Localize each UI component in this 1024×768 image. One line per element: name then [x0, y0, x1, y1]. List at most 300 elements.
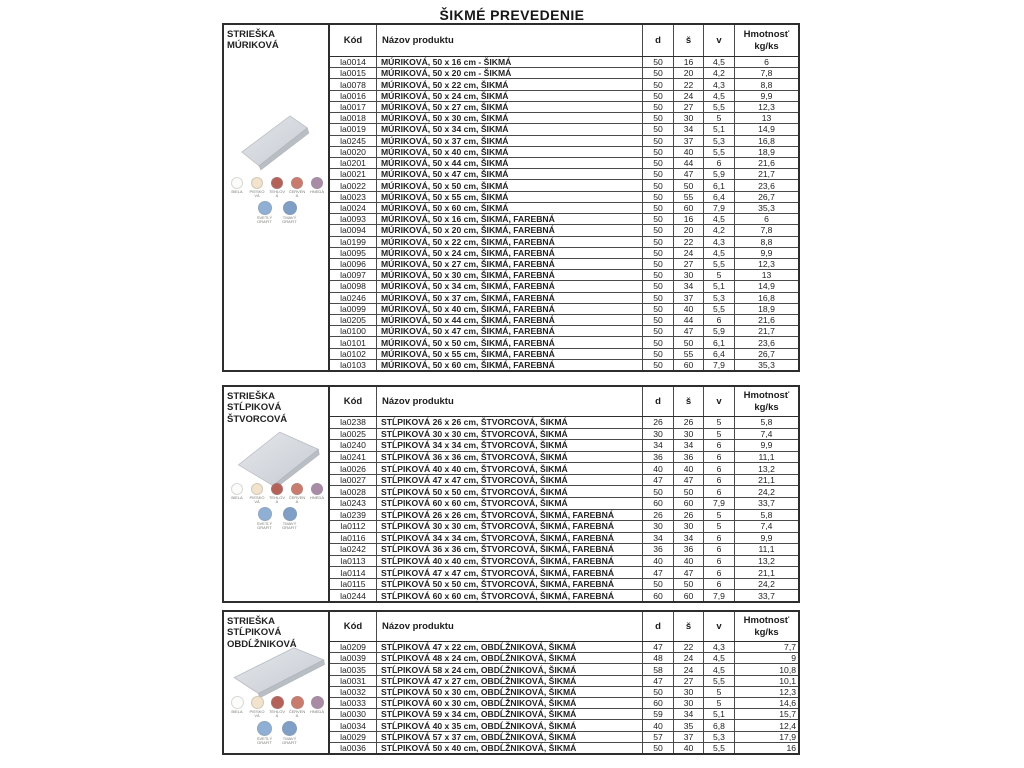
cell-s: 35: [674, 720, 704, 730]
cell-hmotnost: 13: [761, 270, 772, 281]
cell-hmotnost: 9: [791, 653, 796, 664]
cell-s: 40: [674, 147, 704, 157]
table-row: [330, 158, 798, 169]
table-row: [330, 237, 798, 248]
table-header: [330, 612, 798, 642]
table-row: [330, 270, 798, 281]
table-row: [330, 259, 798, 270]
cell-kod: la0240: [330, 440, 377, 451]
table-row: [330, 642, 798, 653]
cell-nazov: MÚRIKOVÁ, 50 x 60 cm, ŠIKMÁ: [377, 203, 643, 213]
category-title: STRIEŠKA STĹPIKOVÁ ŠTVORCOVÁ: [227, 391, 288, 425]
cell-hmotnost: 10,1: [779, 675, 796, 686]
cell-hmotnost: 12,3: [758, 259, 775, 270]
cell-kod: la0103: [330, 360, 377, 370]
color-swatch-biela: [229, 483, 246, 505]
category-cell: [224, 612, 330, 753]
cell-d: 50: [643, 180, 674, 190]
swatch-row-standard: [224, 483, 330, 505]
cell-v: 4,3: [704, 79, 735, 89]
cell-kod: la0020: [330, 147, 377, 157]
cell-hmotnost: 12,3: [779, 686, 796, 697]
table-strieska-stlpikova-obdlznikova: [222, 610, 800, 755]
cell-d: 58: [643, 664, 674, 674]
swatch-label: HNEDÁ: [309, 709, 324, 714]
cell-v: 4,5: [704, 653, 735, 663]
cell-s: 30: [674, 698, 704, 708]
cell-kod: la0246: [330, 293, 377, 303]
cell-v: 5: [704, 698, 735, 708]
swatch-dot: [283, 201, 297, 215]
product-tile-image: [229, 427, 327, 489]
table-row: [330, 91, 798, 102]
cell-nazov: STĹPIKOVÁ 30 x 30 cm, ŠTVORCOVÁ, ŠIKMÁ: [377, 429, 643, 440]
cell-s: 40: [674, 743, 704, 753]
cell-s: 34: [674, 440, 704, 451]
cell-hmotnost: 26,7: [758, 348, 775, 359]
cell-nazov: STĹPIKOVÁ 47 x 47 cm, ŠTVORCOVÁ, ŠIKMÁ: [377, 475, 643, 486]
cell-v: 5: [704, 270, 735, 280]
cell-s: 60: [674, 360, 704, 370]
cell-s: 37: [674, 293, 704, 303]
table-row: [330, 498, 798, 510]
cell-nazov: STĹPIKOVÁ 47 x 47 cm, ŠTVORCOVÁ, ŠIKMÁ, FAREBNÁ: [377, 567, 643, 578]
cell-nazov: MÚRIKOVÁ, 50 x 44 cm, ŠIKMÁ: [377, 158, 643, 168]
cell-v: 5,1: [704, 281, 735, 291]
cell-nazov: MÚRIKOVÁ, 50 x 27 cm, ŠIKMÁ: [377, 102, 643, 112]
cell-s: 34: [674, 281, 704, 291]
cell-d: 47: [643, 567, 674, 578]
cell-nazov: MÚRIKOVÁ, 50 x 60 cm, ŠIKMÁ, FAREBNÁ: [377, 360, 643, 370]
color-swatch-tmavy-grafit: [279, 507, 301, 531]
table-row: [330, 544, 798, 556]
cell-hmotnost: 33,7: [758, 498, 775, 509]
cell-hmotnost: 14,9: [758, 281, 775, 292]
cell-kod: la0098: [330, 281, 377, 291]
cell-nazov: STĹPIKOVÁ 58 x 24 cm, OBDĹŽNIKOVÁ, ŠIKMÁ: [377, 664, 643, 674]
swatch-label: BIELA: [231, 495, 243, 500]
cell-kod: la0209: [330, 642, 377, 652]
swatch-row-graphite: [224, 507, 330, 531]
cell-s: 22: [674, 237, 704, 247]
color-swatch-pieskova: [249, 483, 266, 505]
swatch-dot: [291, 483, 303, 495]
cell-nazov: MÚRIKOVÁ, 50 x 47 cm, ŠIKMÁ, FAREBNÁ: [377, 326, 643, 336]
cell-v: 5: [704, 510, 735, 521]
cell-d: 34: [643, 440, 674, 451]
cell-kod: la0027: [330, 475, 377, 486]
cell-nazov: STĹPIKOVÁ 59 x 34 cm, OBDĹŽNIKOVÁ, ŠIKMÁ: [377, 709, 643, 719]
cell-nazov: MÚRIKOVÁ, 50 x 24 cm, ŠIKMÁ, FAREBNÁ: [377, 248, 643, 258]
cell-v: 5,5: [704, 676, 735, 686]
color-swatch-tehlova: [269, 483, 286, 505]
cell-nazov: MÚRIKOVÁ, 50 x 34 cm, ŠIKMÁ: [377, 124, 643, 134]
cell-nazov: MÚRIKOVÁ, 50 x 34 cm, ŠIKMÁ, FAREBNÁ: [377, 281, 643, 291]
table-strieska-stlpikova-stvorcova: [222, 385, 800, 603]
cell-v: 6: [704, 440, 735, 451]
cell-d: 50: [643, 315, 674, 325]
cell-s: 47: [674, 567, 704, 578]
cell-nazov: STĹPIKOVÁ 57 x 37 cm, OBDĹŽNIKOVÁ, ŠIKMÁ: [377, 732, 643, 742]
cell-v: 6,8: [704, 720, 735, 730]
cell-nazov: STĹPIKOVÁ 60 x 60 cm, ŠTVORCOVÁ, ŠIKMÁ, FAREBNÁ: [377, 590, 643, 601]
product-tile-image: [234, 109, 322, 171]
cell-d: 60: [643, 498, 674, 509]
cell-d: 50: [643, 579, 674, 590]
cell-hmotnost: 14,9: [758, 124, 775, 135]
cell-hmotnost: 5,8: [760, 509, 773, 520]
cell-hmotnost: 11,1: [758, 544, 775, 555]
cell-hmotnost: 33,7: [758, 590, 775, 601]
cell-hmotnost: 7,7: [784, 642, 796, 653]
swatch-dot: [311, 177, 323, 189]
cell-nazov: MÚRIKOVÁ, 50 x 47 cm, ŠIKMÁ: [377, 169, 643, 179]
cell-d: 36: [643, 452, 674, 463]
cell-s: 22: [674, 642, 704, 652]
cell-d: 36: [643, 544, 674, 555]
cell-s: 60: [674, 203, 704, 213]
table-row: [330, 709, 798, 720]
cell-hmotnost: 23,6: [758, 180, 775, 191]
cell-kod: la0201: [330, 158, 377, 168]
cell-nazov: STĹPIKOVÁ 40 x 40 cm, ŠTVORCOVÁ, ŠIKMÁ, FAREBNÁ: [377, 556, 643, 567]
cell-s: 24: [674, 91, 704, 101]
color-swatch-pieskova: [249, 177, 266, 199]
swatch-dot: [291, 696, 304, 709]
header-d: d: [643, 612, 674, 641]
cell-hmotnost: 24,2: [758, 486, 775, 497]
cell-v: 5,5: [704, 304, 735, 314]
cell-v: 5,5: [704, 102, 735, 112]
cell-hmotnost: 21,6: [758, 158, 775, 169]
cell-d: 50: [643, 79, 674, 89]
cell-nazov: STĹPIKOVÁ 36 x 36 cm, ŠTVORCOVÁ, ŠIKMÁ: [377, 452, 643, 463]
table-data: [330, 387, 798, 601]
cell-v: 5,9: [704, 169, 735, 179]
cell-kod: la0243: [330, 498, 377, 509]
cell-hmotnost: 17,9: [779, 731, 796, 742]
cell-hmotnost: 16,8: [758, 292, 775, 303]
table-row: [330, 203, 798, 214]
cell-v: 7,9: [704, 360, 735, 370]
cell-d: 50: [643, 91, 674, 101]
table-row: [330, 281, 798, 292]
cell-v: 5: [704, 521, 735, 532]
cell-d: 50: [643, 237, 674, 247]
cell-v: 5: [704, 417, 735, 428]
cell-kod: la0238: [330, 417, 377, 428]
cell-kod: la0031: [330, 676, 377, 686]
cell-v: 4,5: [704, 57, 735, 67]
cell-kod: la0078: [330, 79, 377, 89]
cell-s: 30: [674, 521, 704, 532]
table-row: [330, 214, 798, 225]
color-swatch-tmavy-grafit: [279, 201, 301, 225]
cell-v: 6: [704, 486, 735, 497]
cell-kod: la0024: [330, 203, 377, 213]
cell-hmotnost: 23,6: [758, 337, 775, 348]
cell-s: 40: [674, 556, 704, 567]
cell-v: 7,9: [704, 590, 735, 601]
table-row: [330, 732, 798, 743]
cell-kod: la0035: [330, 664, 377, 674]
swatch-row-graphite: [224, 721, 330, 746]
cell-nazov: STĹPIKOVÁ 36 x 36 cm, ŠTVORCOVÁ, ŠIKMÁ, FAREBNÁ: [377, 544, 643, 555]
cell-nazov: MÚRIKOVÁ, 50 x 50 cm, ŠIKMÁ, FAREBNÁ: [377, 337, 643, 347]
cell-nazov: MÚRIKOVÁ, 50 x 27 cm, ŠIKMÁ, FAREBNÁ: [377, 259, 643, 269]
table-row: [330, 664, 798, 675]
table-row: [330, 360, 798, 370]
cell-kod: la0245: [330, 136, 377, 146]
header-d: d: [643, 387, 674, 416]
cell-kod: la0033: [330, 698, 377, 708]
cell-nazov: STĹPIKOVÁ 50 x 40 cm, OBDĹŽNIKOVÁ, ŠIKMÁ: [377, 743, 643, 753]
swatch-label: BIELA: [231, 709, 243, 714]
cell-s: 16: [674, 214, 704, 224]
swatch-row-standard: [224, 177, 330, 199]
cell-s: 26: [674, 417, 704, 428]
cell-v: 6,1: [704, 337, 735, 347]
color-swatch-pieskova: [249, 696, 266, 719]
table-row: [330, 521, 798, 533]
swatch-dot: [311, 696, 324, 709]
cell-v: 4,2: [704, 225, 735, 235]
cell-d: 50: [643, 102, 674, 112]
cell-hmotnost: 9,9: [760, 247, 773, 258]
cell-hmotnost: 16: [786, 742, 796, 753]
table-data: [330, 612, 798, 753]
cell-kod: la0115: [330, 579, 377, 590]
cell-d: 50: [643, 293, 674, 303]
cell-nazov: STĹPIKOVÁ 34 x 34 cm, ŠTVORCOVÁ, ŠIKMÁ, FAREBNÁ: [377, 533, 643, 544]
cell-s: 24: [674, 653, 704, 663]
cell-kod: la0016: [330, 91, 377, 101]
cell-s: 20: [674, 68, 704, 78]
cell-d: 50: [643, 304, 674, 314]
cell-d: 50: [643, 486, 674, 497]
cell-kod: la0093: [330, 214, 377, 224]
cell-d: 60: [643, 698, 674, 708]
cell-s: 30: [674, 270, 704, 280]
table-row: [330, 687, 798, 698]
cell-d: 50: [643, 136, 674, 146]
cell-nazov: STĹPIKOVÁ 26 x 26 cm, ŠTVORCOVÁ, ŠIKMÁ, FAREBNÁ: [377, 510, 643, 521]
swatch-label: TEHLOVÁ: [268, 495, 285, 505]
cell-hmotnost: 12,3: [758, 101, 775, 112]
cell-s: 55: [674, 192, 704, 202]
color-swatch-cervena: [289, 696, 306, 719]
cell-hmotnost: 21,1: [758, 567, 775, 578]
cell-nazov: MÚRIKOVÁ, 50 x 16 cm - ŠIKMÁ: [377, 57, 643, 67]
table-row: [330, 248, 798, 259]
cell-d: 50: [643, 337, 674, 347]
table-row: [330, 417, 798, 429]
cell-s: 47: [674, 475, 704, 486]
table-row: [330, 315, 798, 326]
cell-nazov: STĹPIKOVÁ 30 x 30 cm, ŠTVORCOVÁ, ŠIKMÁ, FAREBNÁ: [377, 521, 643, 532]
cell-hmotnost: 6: [764, 214, 769, 225]
color-swatch-tehlova: [269, 696, 286, 719]
color-swatch-svetly-grafit: [254, 721, 276, 746]
cell-d: 30: [643, 429, 674, 440]
cell-hmotnost: 26,7: [758, 191, 775, 202]
cell-d: 50: [643, 147, 674, 157]
color-swatch-hneda: [309, 483, 326, 505]
swatch-label: TMAVÝ GRAFIT: [282, 520, 297, 531]
cell-hmotnost: 12,4: [779, 720, 796, 731]
table-row: [330, 225, 798, 236]
cell-d: 50: [643, 326, 674, 336]
cell-nazov: MÚRIKOVÁ, 50 x 20 cm - ŠIKMÁ: [377, 68, 643, 78]
cell-v: 5,1: [704, 124, 735, 134]
cell-d: 50: [643, 360, 674, 370]
cell-kod: la0100: [330, 326, 377, 336]
cell-kod: la0116: [330, 533, 377, 544]
table-row: [330, 590, 798, 601]
cell-d: 26: [643, 417, 674, 428]
header-nazov: Názov produktu: [377, 25, 643, 56]
cell-s: 34: [674, 709, 704, 719]
cell-hmotnost: 7,8: [760, 68, 773, 79]
cell-v: 5,5: [704, 259, 735, 269]
cell-s: 34: [674, 533, 704, 544]
cell-hmotnost: 13,2: [758, 463, 775, 474]
cell-hmotnost: 9,9: [760, 90, 773, 101]
cell-nazov: STĹPIKOVÁ 47 x 22 cm, OBDĹŽNIKOVÁ, ŠIKMÁ: [377, 642, 643, 652]
swatch-label: PIESKOVÁ: [249, 189, 265, 199]
cell-nazov: MÚRIKOVÁ, 50 x 40 cm, ŠIKMÁ, FAREBNÁ: [377, 304, 643, 314]
cell-d: 50: [643, 192, 674, 202]
cell-d: 50: [643, 203, 674, 213]
swatch-dot: [251, 696, 264, 709]
cell-v: 6: [704, 544, 735, 555]
cell-v: 6: [704, 463, 735, 474]
cell-s: 16: [674, 57, 704, 67]
table-rows: [330, 417, 798, 601]
cell-hmotnost: 7,4: [760, 428, 773, 439]
swatch-dot: [258, 201, 272, 215]
swatch-dot: [251, 483, 263, 495]
cell-nazov: MÚRIKOVÁ, 50 x 50 cm, ŠIKMÁ: [377, 180, 643, 190]
table-row: [330, 169, 798, 180]
cell-kod: la0025: [330, 429, 377, 440]
header-v: v: [704, 387, 735, 416]
cell-hmotnost: 10,8: [779, 664, 796, 675]
cell-v: 6: [704, 556, 735, 567]
cell-hmotnost: 13: [761, 113, 772, 124]
header-v: v: [704, 612, 735, 641]
cell-s: 44: [674, 158, 704, 168]
cell-s: 37: [674, 732, 704, 742]
cell-kod: la0023: [330, 192, 377, 202]
cell-s: 34: [674, 124, 704, 134]
cell-s: 27: [674, 259, 704, 269]
cell-kod: la0094: [330, 225, 377, 235]
swatch-dot: [291, 177, 303, 189]
cell-s: 24: [674, 248, 704, 258]
cell-nazov: STĹPIKOVÁ 50 x 30 cm, OBDĹŽNIKOVÁ, ŠIKMÁ: [377, 687, 643, 697]
swatch-dot: [271, 177, 283, 189]
cell-nazov: MÚRIKOVÁ, 50 x 16 cm, ŠIKMÁ, FAREBNÁ: [377, 214, 643, 224]
header-hmotnost: [735, 25, 798, 56]
cell-d: 50: [643, 225, 674, 235]
color-swatch-svetly-grafit: [254, 201, 276, 225]
cell-d: 59: [643, 709, 674, 719]
cell-s: 50: [674, 486, 704, 497]
cell-s: 24: [674, 664, 704, 674]
cell-hmotnost: 24,2: [758, 579, 775, 590]
swatch-dot: [311, 483, 323, 495]
cell-kod: la0096: [330, 259, 377, 269]
table-row: [330, 743, 798, 753]
header-hmotnost-line2: kg/ks: [754, 40, 779, 52]
header-hmotnost-line2: kg/ks: [754, 626, 779, 638]
cell-nazov: MÚRIKOVÁ, 50 x 44 cm, ŠIKMÁ, FAREBNÁ: [377, 315, 643, 325]
cell-d: 50: [643, 158, 674, 168]
cell-d: 50: [643, 169, 674, 179]
swatch-row-graphite: [224, 201, 330, 225]
table-row: [330, 180, 798, 191]
cell-kod: la0101: [330, 337, 377, 347]
table-row: [330, 475, 798, 487]
cell-kod: la0097: [330, 270, 377, 280]
header-hmotnost-line1: Hmotnosť: [743, 28, 790, 40]
swatch-label: PIESKOVÁ: [249, 495, 265, 505]
cell-v: 5: [704, 113, 735, 123]
color-palette: [224, 696, 330, 748]
table-row: [330, 136, 798, 147]
page-title: ŠIKMÉ PREVEDENIE: [439, 7, 585, 23]
color-swatch-biela: [229, 177, 246, 199]
swatch-label: SVETLÝ GRAFIT: [256, 520, 273, 531]
cell-nazov: MÚRIKOVÁ, 50 x 37 cm, ŠIKMÁ, FAREBNÁ: [377, 293, 643, 303]
cell-hmotnost: 7,4: [760, 521, 773, 532]
cell-kod: la0021: [330, 169, 377, 179]
cell-nazov: MÚRIKOVÁ, 50 x 37 cm, ŠIKMÁ: [377, 136, 643, 146]
swatch-label: BIELA: [231, 189, 243, 194]
cell-s: 60: [674, 498, 704, 509]
cell-hmotnost: 18,9: [758, 303, 775, 314]
cell-kod: la0102: [330, 349, 377, 359]
color-swatch-hneda: [309, 177, 326, 199]
cell-hmotnost: 13,2: [758, 556, 775, 567]
cell-nazov: MÚRIKOVÁ, 50 x 40 cm, ŠIKMÁ: [377, 147, 643, 157]
header-hmotnost-line1: Hmotnosť: [743, 614, 790, 626]
cell-hmotnost: 18,9: [758, 146, 775, 157]
cell-hmotnost: 21,1: [758, 475, 775, 486]
cell-hmotnost: 7,8: [760, 225, 773, 236]
cell-hmotnost: 9,9: [760, 440, 773, 451]
cell-hmotnost: 6: [764, 57, 769, 68]
cell-kod: la0039: [330, 653, 377, 663]
header-nazov: Názov produktu: [377, 387, 643, 416]
table-row: [330, 57, 798, 68]
swatch-label: ČERVENÁ: [288, 189, 306, 199]
cell-nazov: MÚRIKOVÁ, 50 x 55 cm, ŠIKMÁ: [377, 192, 643, 202]
cell-hmotnost: 16,8: [758, 135, 775, 146]
header-hmotnost-line1: Hmotnosť: [743, 389, 790, 401]
cell-v: 5: [704, 429, 735, 440]
table-data: [330, 25, 798, 370]
cell-d: 50: [643, 124, 674, 134]
cell-d: 50: [643, 687, 674, 697]
table-row: [330, 429, 798, 441]
swatch-dot: [271, 483, 283, 495]
cell-kod: la0113: [330, 556, 377, 567]
cell-nazov: MÚRIKOVÁ, 50 x 30 cm, ŠIKMÁ, FAREBNÁ: [377, 270, 643, 280]
cell-s: 47: [674, 326, 704, 336]
cell-kod: la0199: [330, 237, 377, 247]
